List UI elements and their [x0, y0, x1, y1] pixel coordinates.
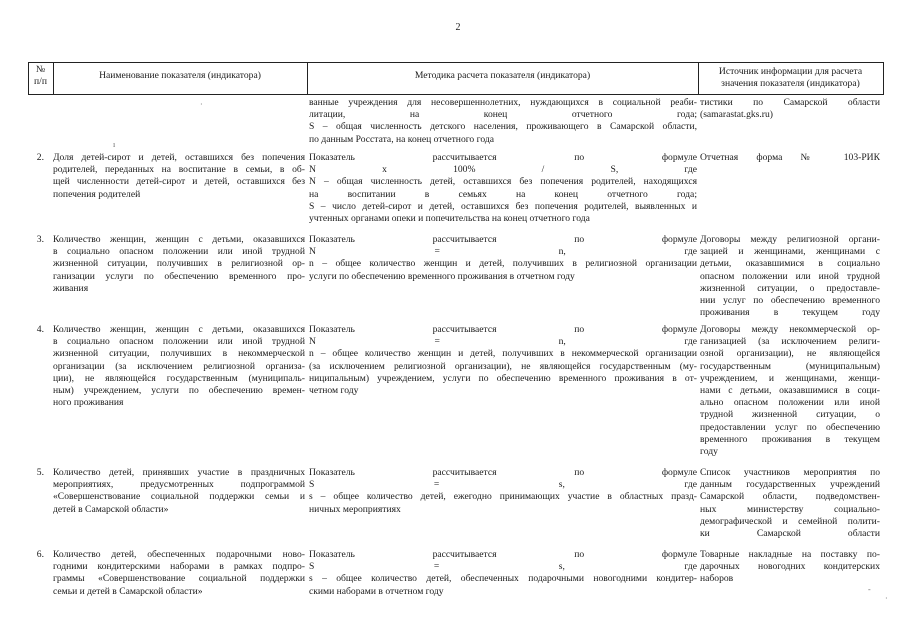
calculation-method-line: Показатель рассчитывается по формуле — [309, 152, 697, 163]
information-source-line: году — [700, 445, 718, 457]
calculation-method-line: по данным Росстата, на конец отчетного года — [309, 133, 494, 145]
information-source — [700, 549, 880, 586]
information-source-line: дарочных новогодних кондитерских — [700, 561, 880, 573]
indicator-name-line: годними кондитерскими наборами в рамках подпро- — [53, 561, 305, 573]
information-source — [700, 152, 880, 164]
information-source-line: временного проживания в текущем — [700, 433, 880, 445]
calculation-method — [309, 467, 697, 516]
information-source-line: наборов — [700, 573, 734, 585]
calculation-method-line: N = n, где — [309, 336, 697, 348]
information-source-line: Отчетная форма № 103-РИК — [700, 152, 880, 163]
calculation-method-line: литации, на конец отчетного года; — [309, 109, 697, 121]
calculation-method-line: скими наборами в отчетном году — [309, 585, 444, 597]
information-source-line: ганизацией (за исключением религи- — [700, 336, 880, 348]
calculation-method-line: (за исключением религиозной организации), не являющейся государственным (му- — [309, 360, 697, 372]
information-source-line: ки Самарской области — [700, 527, 880, 539]
indicator-name-line: в социально опасном положении или иной трудной — [53, 246, 305, 258]
indicator-name-line: ным) учреждением, услуги по обеспечению времен- — [53, 384, 305, 396]
information-source-line: ных министерству социально- — [700, 503, 880, 515]
indicator-name-line: детей в Самарской области» — [53, 503, 169, 515]
indicator-name-line: родителей, переданных на воспитание в семьи, в об- — [53, 164, 305, 176]
calculation-method — [309, 97, 697, 146]
calculation-method — [309, 549, 697, 598]
indicator-name-line: попечения родителей — [53, 188, 141, 200]
information-source — [700, 467, 880, 540]
indicator-name-line: граммы «Совершенствование социальной поддержки — [53, 573, 305, 585]
indicator-name-line: ции), не являющейся государственным (муниципаль- — [53, 372, 305, 384]
information-source-line: Список участников мероприятия по — [700, 467, 880, 478]
row-number: 5. — [36, 467, 44, 478]
calculation-method-line: S = s, где — [309, 561, 697, 573]
header-source: Источник информации для расчета значения показателя (индикатора) — [718, 66, 863, 89]
col-divider — [883, 62, 884, 95]
indicator-name-line: Доля детей-сирот и детей, оставшихся без попечения — [53, 152, 305, 163]
calculation-method-line: Показатель рассчитывается по формуле — [309, 234, 697, 245]
indicator-name-line: мероприятиях, предусмотренных подпрограммой — [53, 479, 305, 491]
information-source-line: жизненной ситуации, о предоставле- — [700, 282, 880, 294]
calculation-method-line: ванные учреждения для несовершеннолетних, нуждающихся в социальной реаби- — [309, 97, 697, 108]
calculation-method-line: S – общая численность детского населения, проживающего в Самарской области, — [309, 121, 697, 133]
scan-speck: ı — [113, 140, 116, 149]
information-source-line: учреждением, и женщинами, женщи- — [700, 372, 880, 384]
indicator-name — [53, 324, 305, 409]
indicator-name-line: семьи и детей в Самарской области» — [53, 585, 203, 597]
information-source-line: данным государственных учреждений — [700, 479, 880, 491]
scan-speck: · — [200, 100, 203, 109]
indicator-name-line: Количество детей, обеспеченных подарочными ново- — [53, 549, 305, 560]
calculation-method — [309, 234, 697, 283]
calculation-method-line: S – число детей-сирот и детей, оставшихся без попечения родителей, выявленных и — [309, 200, 697, 212]
header-name: Наименование показателя (индикатора) — [99, 70, 261, 81]
calculation-method — [309, 324, 697, 397]
information-source-line: опасном положении или иной трудной — [700, 270, 880, 282]
calculation-method — [309, 152, 697, 225]
indicator-name-line: жизненной ситуации, получивших в некоммерческой — [53, 348, 305, 360]
calculation-method-line: Показатель рассчитывается по формуле — [309, 324, 697, 335]
information-source-line: Самарской области, подведомствен- — [700, 491, 880, 503]
information-source-line: тистики по Самарской области — [700, 97, 880, 108]
row-number: 3. — [36, 234, 44, 245]
indicator-name-line: «Совершенствование социальной поддержки семьи и — [53, 491, 305, 503]
header-method: Методика расчета показателя (индикатора) — [414, 70, 591, 81]
information-source-line: Договоры между религиозной органи- — [700, 234, 880, 245]
information-source-line: проживания в текущем году — [700, 307, 880, 319]
information-source-line: детьми, оказавшимися в социально — [700, 258, 880, 270]
calculation-method-line: на воспитании в семьях на конец отчетного года; — [309, 188, 697, 200]
indicator-name-line: жизненной ситуации, получивших в религиозной ор- — [53, 258, 305, 270]
information-source-line: зацией и женщинами, женщинами с — [700, 246, 880, 258]
scan-speck: - — [868, 585, 871, 594]
indicator-name-line: щей численности детей-сирот и детей, оставшихся без — [53, 176, 305, 188]
calculation-method-line: s – общее количество детей, обеспеченных подарочными новогодними кондитер- — [309, 573, 697, 585]
information-source-line: нии услуг по обеспечению временного — [700, 294, 880, 306]
information-source-line: трудной жизненной ситуации, о — [700, 409, 880, 421]
calculation-method-line: N x 100% / S, где — [309, 164, 697, 176]
indicator-name-line: Количество женщин, женщин с детьми, оказавшихся — [53, 324, 305, 335]
indicator-name — [53, 467, 305, 516]
information-source-line: государственным (муниципальным) — [700, 360, 880, 372]
information-source — [700, 234, 880, 319]
information-source — [700, 324, 880, 458]
calculation-method-line: s – общее количество детей, ежегодно принимающих участие в областных празд- — [309, 491, 697, 503]
row-number: 4. — [36, 324, 44, 335]
page-number: 2 — [455, 22, 461, 33]
indicator-name-line: Количество детей, принявших участие в праздничных — [53, 467, 305, 478]
calculation-method-line: n – общее количество женщин и детей, получивших в некоммерческой организации — [309, 348, 697, 360]
information-source-line: (samarastat.gks.ru) — [700, 109, 773, 121]
calculation-method-line: учтенных органами опеки и попечительства на конец отчетного года — [309, 212, 590, 224]
calculation-method-line: N – общая численность детей, оставшихся без попечения родителей, находящихся — [309, 176, 697, 188]
information-source-line: Договоры между некоммерческой ор- — [700, 324, 880, 335]
calculation-method-line: Показатель рассчитывается по формуле — [309, 549, 697, 560]
information-source-line: озной организации), не являющейся — [700, 348, 880, 360]
information-source-line: предоставлении услуг по обеспечению — [700, 421, 880, 433]
indicator-name-line: в социально опасном положении или иной трудной — [53, 336, 305, 348]
indicator-name — [53, 152, 305, 201]
header-num: № п/п — [34, 64, 47, 87]
information-source-line: Товарные накладные на поставку по- — [700, 549, 880, 560]
calculation-method-line: четном году — [309, 384, 359, 396]
indicator-name-line: ного проживания — [53, 397, 124, 409]
indicator-name-line: организации (за исключением религиозной организа- — [53, 360, 305, 372]
indicator-name — [53, 234, 305, 295]
indicator-name-line: Количество женщин, женщин с детьми, оказавшихся — [53, 234, 305, 245]
indicator-name-line: живания — [53, 282, 89, 294]
indicator-name — [53, 549, 305, 598]
calculation-method-line: N = n, где — [309, 246, 697, 258]
information-source-line: нами с детьми, оказавшимися в соци- — [700, 384, 880, 396]
calculation-method-line: S = s, где — [309, 479, 697, 491]
calculation-method-line: ниципальным) учреждением, услуги по обеспечению временного проживания в от- — [309, 372, 697, 384]
indicator-name-line: ганизации услуги по обеспечению временного про- — [53, 270, 305, 282]
information-source-line: демографической и семейной полити- — [700, 515, 880, 527]
scan-speck: · — [885, 594, 888, 603]
row-number: 6. — [36, 549, 44, 560]
information-source-line: ально опасном положении или иной — [700, 397, 880, 409]
calculation-method-line: услуги по обеспечению временного проживания в отчетном году — [309, 270, 575, 282]
calculation-method-line: Показатель рассчитывается по формуле — [309, 467, 697, 478]
calculation-method-line: ничных мероприятиях — [309, 503, 401, 515]
information-source — [700, 97, 880, 121]
calculation-method-line: n – общее количество женщин и детей, получивших в религиозной организации — [309, 258, 697, 270]
row-number: 2. — [36, 152, 44, 163]
